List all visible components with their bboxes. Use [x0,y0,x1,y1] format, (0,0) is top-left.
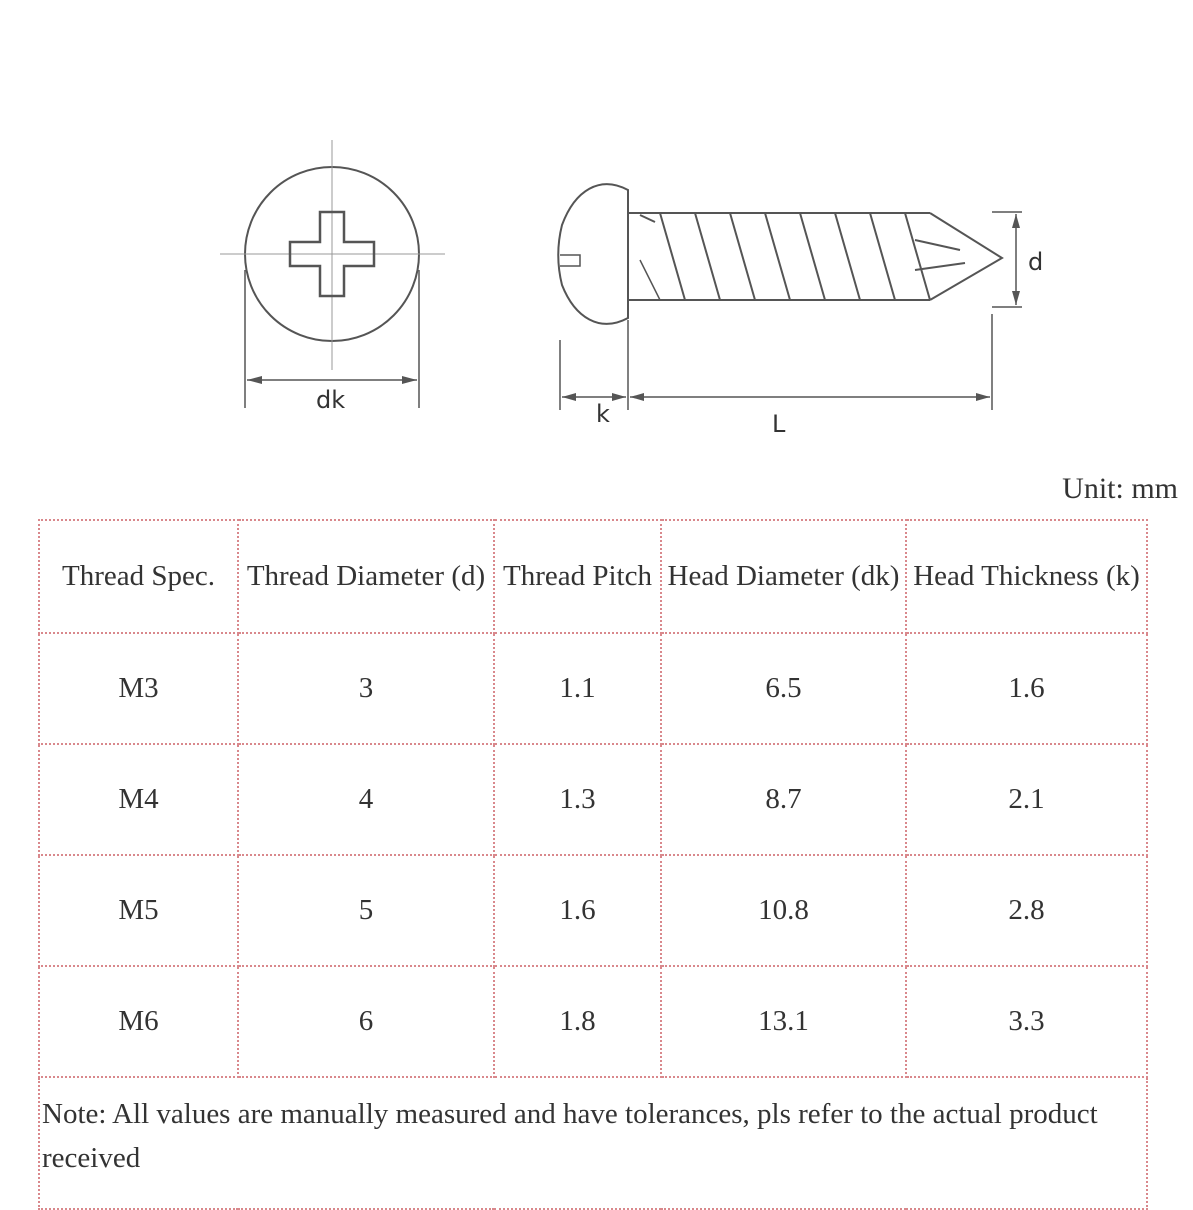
cell-spec: M6 [39,966,238,1077]
cell-diameter: 3 [238,633,494,744]
cell-head-thickness: 1.6 [906,633,1147,744]
table-row [39,744,1147,855]
cell-pitch: 1.8 [494,966,661,1077]
table-row [39,966,1147,1077]
cell-pitch: 1.6 [494,855,661,966]
table-row [39,633,1147,744]
cell-spec: M4 [39,744,238,855]
cell-pitch: 1.3 [494,744,661,855]
L-label: L [772,410,786,438]
cell-diameter: 6 [238,966,494,1077]
header-thread-spec: Thread Spec. [39,520,238,633]
cell-head-thickness: 2.8 [906,855,1147,966]
cell-pitch: 1.1 [494,633,661,744]
k-label: k [596,400,610,428]
spec-table [38,519,1148,1210]
unit-label: Unit: mm [1062,472,1178,505]
cell-head-thickness: 2.1 [906,744,1147,855]
header-thread-pitch: Thread Pitch [494,520,661,633]
note-row [39,1077,1147,1209]
cell-head-diameter: 8.7 [661,744,906,855]
cell-head-diameter: 10.8 [661,855,906,966]
phillips-head-top-view-icon [220,140,445,408]
note-text: Note: All values are manually measured and have tolerances, pls refer to the actual product received [39,1077,1147,1209]
cell-head-thickness: 3.3 [906,966,1147,1077]
table-header-row [39,520,1147,633]
header-head-diameter: Head Diameter (dk) [661,520,906,633]
cell-head-diameter: 13.1 [661,966,906,1077]
cell-spec: M3 [39,633,238,744]
header-thread-diameter: Thread Diameter (d) [238,520,494,633]
screw-dimension-diagram [0,0,1193,470]
cell-diameter: 5 [238,855,494,966]
cell-spec: M5 [39,855,238,966]
pan-head-screw-side-view-icon [558,184,1022,410]
header-head-thickness: Head Thickness (k) [906,520,1147,633]
cell-head-diameter: 6.5 [661,633,906,744]
cell-diameter: 4 [238,744,494,855]
table-row [39,855,1147,966]
dk-label: dk [316,386,346,414]
d-label: d [1028,248,1044,276]
